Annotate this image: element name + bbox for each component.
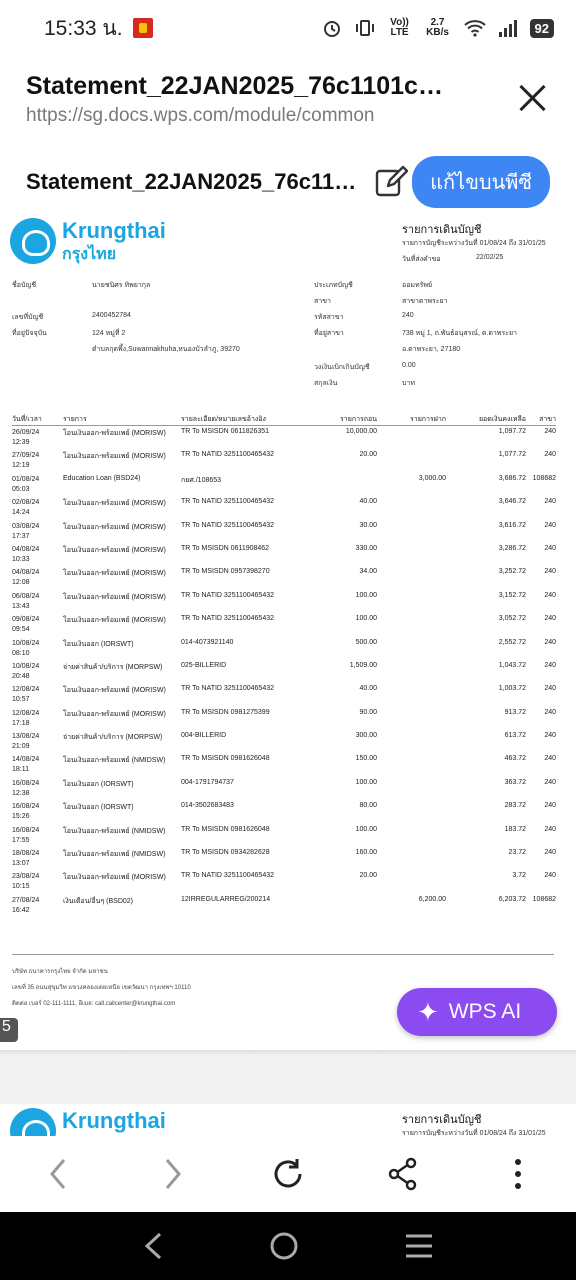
cell-detail: TR To NATID 3251100465432: [181, 685, 275, 693]
cell-balance: 1,077.72: [498, 451, 526, 459]
col-header-type: รายการ: [63, 416, 87, 423]
statement-title: รายการเดินบัญชี: [402, 1114, 482, 1126]
cell-branch: 240: [544, 591, 556, 599]
cell-datetime: 10/08/24 20:48: [12, 662, 40, 680]
table-row: [12, 683, 556, 706]
cell-branch: 240: [544, 802, 556, 810]
cell-datetime: 23/08/24 10:15: [12, 873, 40, 891]
logo-text-en: Krungthai: [62, 1108, 166, 1133]
cell-withdraw: 90.00: [359, 708, 377, 716]
cell-withdraw: 100.00: [355, 615, 377, 623]
table-row: [12, 707, 556, 730]
info-label: สาขา: [314, 298, 331, 305]
info-value: 738 หมู่ 1, ถ.พันธ์อนุสรณ์, ต.ตาพระยา: [402, 330, 517, 337]
edit-on-pc-button[interactable]: แก้ไขบนพีซี: [412, 156, 550, 208]
cell-detail: TR To MSISDN 0611826351: [181, 428, 270, 435]
document-title: Statement_22JAN2025_76c1101c…: [26, 72, 443, 100]
table-row: [12, 777, 556, 800]
cell-datetime: 13/08/24 21:09: [12, 733, 40, 751]
info-value: บาท: [402, 380, 415, 387]
cell-withdraw: 80.00: [359, 802, 377, 810]
status-icons: [322, 18, 554, 38]
cell-withdraw: 20.00: [359, 451, 377, 459]
cell-branch: 240: [544, 732, 556, 740]
info-label: ที่อยู่สาขา: [314, 330, 344, 337]
cell-balance: 3,252.72: [498, 568, 526, 576]
info-value: 0.00: [402, 362, 416, 369]
cell-datetime: 26/09/24 12:39: [12, 429, 40, 446]
cell-detail: TR To MSISDN 0981626048: [181, 755, 270, 763]
cell-balance: 23.72: [508, 849, 526, 857]
issue-date-value: 22/02/25: [476, 254, 504, 261]
cell-detail: TR To NATID 3251100465432: [181, 498, 275, 506]
cell-balance: 363.72: [504, 778, 526, 786]
browser-title-bar: [0, 56, 576, 140]
cell-branch: 240: [544, 685, 556, 693]
cell-withdraw: 330.00: [355, 544, 377, 552]
chevron-right-icon[interactable]: [153, 1154, 193, 1194]
cell-type: โอนเงินออก-พร้อมเพย์ (NMIDSW): [63, 827, 166, 835]
page-gap: [0, 1056, 576, 1104]
info-value: อ.ตาพระยา, 27180: [402, 346, 461, 353]
cell-datetime: 27/08/24 16:42: [12, 896, 40, 914]
cell-detail: TR To MSISDN 0934282628: [181, 849, 270, 857]
cell-detail: TR To NATID 3251100465432: [181, 591, 275, 599]
info-value: 2400452784: [92, 312, 131, 319]
cell-branch: 240: [544, 661, 556, 669]
cell-withdraw: 20.00: [359, 872, 377, 880]
cell-balance: 3.72: [512, 872, 526, 880]
cell-detail: 004-BILLERID: [181, 732, 227, 740]
cell-balance: 2,552.72: [498, 638, 526, 646]
cell-type: จ่ายค่าสินค้า/บริการ (MORPSW): [63, 663, 163, 671]
system-nav-bar: [0, 1212, 576, 1280]
footer-divider: [12, 954, 554, 955]
sparkle-icon: ✦: [417, 996, 439, 1027]
cell-withdraw: 500.00: [355, 638, 377, 646]
cell-datetime: 18/08/24 13:07: [12, 850, 40, 868]
cell-balance: 3,052.72: [498, 615, 526, 623]
cell-type: โอนเงินออก-พร้อมเพย์ (MORISW): [63, 593, 166, 601]
signal-icon: [498, 19, 518, 37]
col-header-detail: รายละเอียด/หมายเลขอ้างอิง: [181, 416, 266, 423]
cell-type: โอนเงินออก-พร้อมเพย์ (MORISW): [63, 570, 166, 578]
cell-detail: กยศ./108653: [181, 476, 222, 484]
cell-type: โอนเงินออก-พร้อมเพย์ (MORISW): [63, 546, 166, 554]
file-name: Statement_22JAN2025_76c11…: [26, 169, 357, 194]
cell-withdraw: 1,509.00: [349, 661, 377, 669]
cell-branch: 240: [544, 755, 556, 763]
cell-balance: 183.72: [504, 825, 526, 833]
cell-branch: 240: [544, 825, 556, 833]
edit-icon[interactable]: [374, 165, 408, 199]
system-recents-icon[interactable]: [404, 1233, 434, 1259]
cell-deposit: 6,200.00: [418, 895, 446, 903]
info-label: สกุลเงิน: [314, 380, 338, 387]
table-row: [12, 426, 556, 449]
battery-level: 92: [530, 19, 554, 38]
cell-detail: 014-3502683483: [181, 802, 234, 810]
cell-balance: 463.72: [504, 755, 526, 763]
table-row: [12, 730, 556, 753]
table-row: [12, 753, 556, 776]
wps-ai-label: WPS AI: [448, 1000, 522, 1023]
cell-balance: 1,043.72: [498, 661, 526, 669]
cell-type: โอนเงินออก-พร้อมเพย์ (MORISW): [63, 687, 166, 695]
cell-detail: TR To MSISDN 0981275399: [181, 708, 270, 716]
col-header-balance: ยอดเงินคงเหลือ: [478, 416, 526, 423]
info-label: เลขที่บัญชี: [12, 314, 44, 321]
col-header-deposit: รายการฝาก: [410, 416, 446, 423]
cell-detail: TR To MSISDN 0981626048: [181, 825, 270, 833]
cell-detail: TR To NATID 3251100465432: [181, 521, 275, 529]
info-value: นายชนิศร ทิพยากุล: [92, 282, 151, 289]
cell-branch: 240: [544, 521, 556, 529]
logo-text-en: Krungthai: [62, 218, 166, 243]
wifi-icon: [464, 19, 486, 37]
cell-type: โอนเงินออก-พร้อมเพย์ (NMIDSW): [63, 757, 166, 765]
info-label: รหัสสาขา: [314, 314, 344, 321]
info-value: 124 หมู่ที่ 2: [92, 330, 126, 337]
cell-datetime: 16/08/24 12:38: [12, 779, 40, 797]
info-value: ออมทรัพย์: [402, 282, 433, 289]
cell-branch: 240: [544, 615, 556, 623]
more-vertical-icon[interactable]: [498, 1154, 538, 1194]
table-row: [12, 543, 556, 566]
cell-branch: 240: [544, 638, 556, 646]
logo-text-th: กรุงไทย: [62, 246, 117, 263]
page-url: https://sg.docs.wps.com/module/common: [26, 105, 375, 126]
cell-balance: 1,003.72: [498, 685, 526, 693]
close-icon[interactable]: [518, 84, 546, 112]
info-label: วงเงินเบิกเกินบัญชี: [314, 364, 370, 371]
table-row: [12, 449, 556, 472]
table-row: [12, 473, 556, 496]
cell-withdraw: 34.00: [359, 568, 377, 576]
document-page[interactable]: [0, 218, 576, 1050]
cell-type: โอนเงินออก-พร้อมเพย์ (MORISW): [63, 617, 166, 625]
table-row: [12, 520, 556, 543]
cell-type: เงินเดือน/อื่นๆ (BSD02): [63, 897, 134, 905]
transactions-table: [12, 412, 556, 917]
cell-withdraw: 300.00: [355, 732, 377, 740]
cell-branch: 240: [544, 778, 556, 786]
cell-balance: 3,152.72: [498, 591, 526, 599]
cell-branch: 240: [544, 568, 556, 576]
info-value: 240: [402, 312, 414, 319]
cell-datetime: 27/09/24 12:19: [12, 452, 40, 470]
alarm-icon: [322, 18, 342, 38]
cell-balance: 283.72: [504, 802, 526, 810]
cell-branch: 240: [544, 708, 556, 716]
cell-detail: TR To NATID 3251100465432: [181, 451, 275, 459]
cell-datetime: 04/08/24 12:08: [12, 569, 40, 587]
table-row: [12, 637, 556, 660]
col-header-branch: สาขา: [539, 416, 556, 423]
cell-detail: 014-4073921140: [181, 638, 234, 646]
cell-branch: 240: [544, 849, 556, 857]
cell-datetime: 02/08/24 14:24: [12, 499, 40, 517]
wps-ai-button[interactable]: [397, 988, 557, 1036]
table-row: [12, 824, 556, 847]
table-row: [12, 660, 556, 683]
col-header-date: วันที่/เวลา: [12, 416, 42, 423]
cell-datetime: 16/08/24 15:26: [12, 803, 40, 821]
info-value: ตำบลกุดพึ้ง,Suwannakhuha,หนองบัวลำภู, 39270: [92, 346, 240, 353]
table-row: [12, 590, 556, 613]
cell-detail: 004-1791794737: [181, 778, 234, 786]
info-label: ที่อยู่ปัจจุบัน: [12, 330, 47, 337]
network-speed: 2.7 KB/s: [426, 17, 449, 38]
cell-withdraw: 30.00: [359, 521, 377, 529]
info-value: สาขาตาพระยา: [402, 298, 448, 305]
vibrate-icon: [354, 18, 376, 38]
cell-deposit: 3,000.00: [418, 474, 446, 482]
cell-balance: 913.72: [504, 708, 526, 716]
system-home-icon[interactable]: [269, 1231, 299, 1261]
cell-balance: 6,203.72: [498, 895, 526, 903]
browser-bottom-nav: [0, 1136, 576, 1212]
statement-period: รายการบัญชีระหว่างวันที่ 01/08/24 ถึง 31/01/25: [402, 240, 546, 247]
cell-type: โอนเงินออก-พร้อมเพย์ (NMIDSW): [63, 851, 166, 859]
cell-balance: 3,286.72: [498, 544, 526, 552]
share-icon[interactable]: [383, 1154, 423, 1194]
cell-datetime: 10/08/24 08:10: [12, 639, 40, 657]
cell-detail: TR To MSISDN 0957398270: [181, 568, 270, 576]
table-row: [12, 800, 556, 823]
cell-datetime: 03/08/24 17:37: [12, 522, 40, 540]
statement-title: รายการเดินบัญชี: [402, 224, 482, 236]
table-row: [12, 496, 556, 519]
cell-datetime: 16/08/24 17:55: [12, 826, 40, 844]
cell-withdraw: 150.00: [355, 755, 377, 763]
cell-withdraw: 40.00: [359, 685, 377, 693]
document-toolbar: [0, 150, 576, 214]
cell-withdraw: 160.00: [355, 849, 377, 857]
cell-detail: TR To NATID 3251100465432: [181, 872, 275, 880]
footer-company: บริษัท ธนาคารกรุงไทย จำกัด มหาชน: [12, 969, 108, 975]
cell-branch: 108682: [532, 474, 556, 482]
cell-type: โอนเงินออก-พร้อมเพย์ (MORISW): [63, 500, 166, 508]
table-row: [12, 566, 556, 589]
status-time: 15:33 น.: [44, 16, 123, 40]
status-bar: [0, 0, 576, 56]
cell-type: จ่ายค่าสินค้า/บริการ (MORPSW): [63, 734, 163, 742]
page-number-tab[interactable]: 5: [0, 1018, 18, 1042]
table-row: [12, 870, 556, 893]
cell-balance: 613.72: [504, 732, 526, 740]
statement-period: รายการบัญชีระหว่างวันที่ 01/08/24 ถึง 31/01/25: [402, 1130, 546, 1136]
cell-detail: 025-BILLERID: [181, 661, 227, 669]
table-row: [12, 894, 556, 917]
info-label: ชื่อบัญชี: [12, 282, 37, 289]
cell-type: โอนเงินออก-พร้อมเพย์ (MORISW): [63, 453, 166, 461]
document-page-2[interactable]: [0, 1104, 576, 1136]
cell-type: โอนเงินออก-พร้อมเพย์ (MORISW): [63, 430, 166, 437]
cell-withdraw: 100.00: [355, 591, 377, 599]
cell-branch: 108682: [532, 895, 556, 903]
krungthai-logo-icon: [10, 218, 56, 264]
footer-address: เลขที่ 35 ถนนสุขุมวิท แขวงคลองเตยเหนือ เขตวัฒนา กรุงเทพฯ 10110: [12, 985, 191, 991]
cell-branch: 240: [544, 451, 556, 459]
cell-detail: TR To NATID 3251100465432: [181, 615, 275, 623]
cell-balance: 3,616.72: [498, 521, 526, 529]
info-label: ประเภทบัญชี: [314, 282, 353, 289]
cell-type: โอนเงินออก-พร้อมเพย์ (MORISW): [63, 523, 166, 531]
cell-detail: TR To MSISDN 0611908462: [181, 544, 270, 552]
cell-datetime: 12/08/24 17:18: [12, 709, 40, 727]
cell-branch: 240: [544, 428, 556, 435]
cell-datetime: 12/08/24 10:57: [12, 686, 40, 704]
cell-type: โอนเงินออก-พร้อมเพย์ (MORISW): [63, 710, 166, 718]
notification-flag-icon: [133, 18, 153, 38]
table-row: [12, 847, 556, 870]
table-row: [12, 613, 556, 636]
volte-indicator: Vo)) LTE: [390, 17, 409, 38]
footer-contact: ติดต่อ เบอร์ 02-111-1111, อีเมล: call.callcenter@krungthai.com: [12, 1001, 176, 1007]
cell-withdraw: 100.00: [355, 778, 377, 786]
cell-datetime: 14/08/24 18:11: [12, 756, 40, 774]
cell-balance: 1,097.72: [498, 428, 526, 435]
col-header-withdraw: รายการถอน: [340, 416, 377, 423]
cell-balance: 3,646.72: [498, 498, 526, 506]
cell-type: Education Loan (BSD24): [63, 474, 141, 482]
system-back-icon[interactable]: [142, 1231, 164, 1261]
krungthai-logo-icon: [10, 1108, 56, 1136]
cell-withdraw: 10,000.00: [345, 428, 377, 435]
cell-branch: 240: [544, 544, 556, 552]
cell-type: โอนเงินออก (IORSWT): [63, 804, 134, 812]
cell-branch: 240: [544, 872, 556, 880]
table-header: [12, 412, 556, 426]
reload-icon[interactable]: [268, 1154, 308, 1194]
cell-type: โอนเงินออก (IORSWT): [63, 640, 134, 648]
cell-datetime: 04/08/24 10:33: [12, 545, 40, 563]
cell-balance: 3,686.72: [498, 474, 526, 482]
cell-detail: 12IRREGULARREG/200214: [181, 895, 271, 903]
cell-type: โอนเงินออก (IORSWT): [63, 780, 134, 788]
cell-branch: 240: [544, 498, 556, 506]
cell-datetime: 01/08/24 05:03: [12, 475, 40, 493]
cell-withdraw: 100.00: [355, 825, 377, 833]
cell-datetime: 09/08/24 09:54: [12, 616, 40, 634]
cell-withdraw: 40.00: [359, 498, 377, 506]
cell-type: โอนเงินออก-พร้อมเพย์ (MORISW): [63, 874, 166, 882]
cell-datetime: 06/08/24 13:43: [12, 592, 40, 610]
issue-date-label: วันที่ส่งคำขอ: [402, 256, 441, 263]
chevron-left-icon[interactable]: [38, 1154, 78, 1194]
